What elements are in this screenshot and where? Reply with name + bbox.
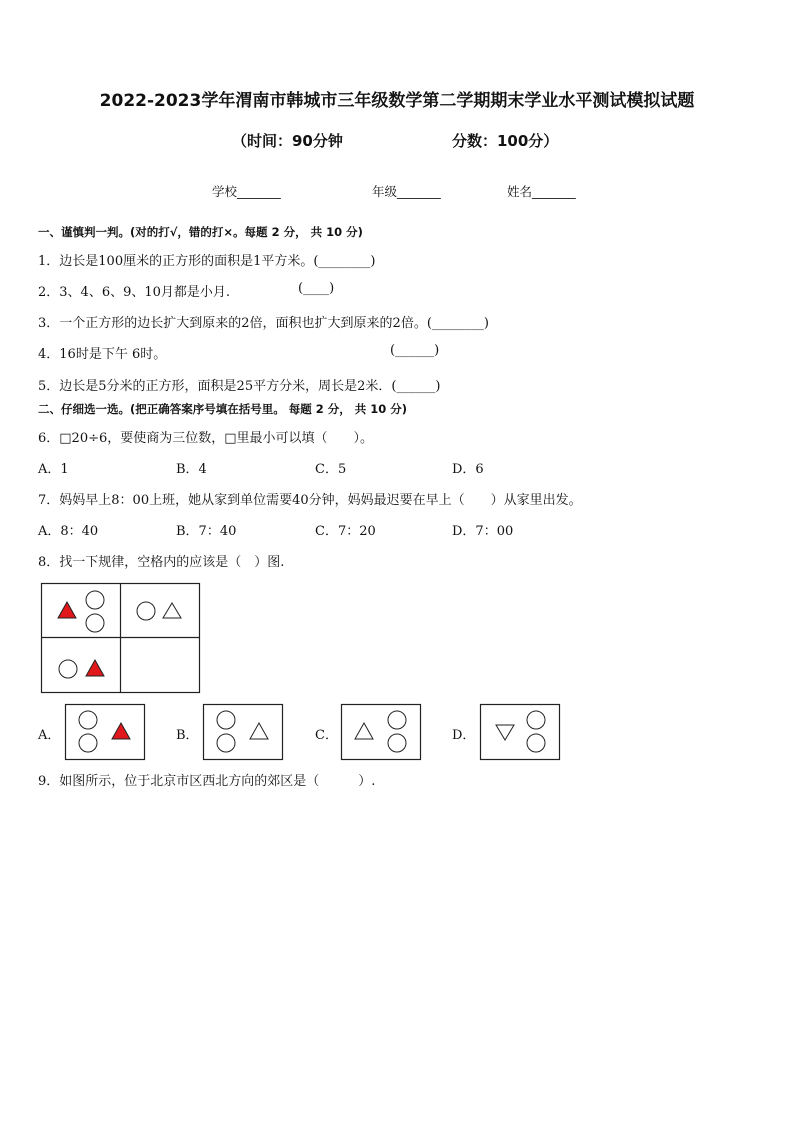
q7-option-d: D．7：00 [452, 524, 514, 539]
name-field: 姓名_______ [507, 184, 576, 199]
question-7: 7．妈妈早上8：00上班，她从家到单位需要40分钟，妈妈最迟要在早上（ ）从家里出发。 [38, 493, 582, 508]
circle-icon [388, 711, 406, 729]
circle-icon [86, 614, 104, 632]
circle-icon [79, 711, 97, 729]
q7-option-b: B．7：40 [176, 524, 237, 539]
q6-option-a: A．1 [38, 462, 69, 477]
question-4-blank: (______) [390, 343, 440, 358]
circle-icon [137, 602, 155, 620]
question-5: 5．边长是5分米的正方形，面积是25平方分米，周长是2米．(______) [38, 379, 441, 394]
question-2-blank: (____) [298, 281, 335, 296]
red-triangle-icon [112, 723, 130, 739]
q8-option-c-label: C． [315, 728, 338, 743]
q6-option-b: B．4 [176, 462, 207, 477]
circle-icon [527, 711, 545, 729]
triangle-icon [163, 603, 181, 618]
q8-option-a-figure [65, 704, 145, 760]
question-8: 8．找一下规律，空格内的应该是（ ）图. [38, 555, 285, 570]
triangle-icon [250, 723, 268, 739]
q8-option-d-label: D． [452, 728, 476, 743]
question-6: 6．□20÷6，要使商为三位数，□里最小可以填（ ）。 [38, 431, 374, 446]
question-9: 9．如图所示，位于北京市区西北方向的郊区是（ ）. [38, 774, 376, 789]
circle-icon [388, 734, 406, 752]
q7-option-c: C．7：20 [315, 524, 376, 539]
grade-field: 年级_______ [372, 184, 441, 199]
page-title: 2022-2023学年渭南市韩城市三年级数学第二学期期末学业水平测试模拟试题 [99, 91, 695, 111]
q6-option-c: C．5 [315, 462, 347, 477]
question-2: 2．3、4、6、9、10月都是小月. [38, 285, 231, 300]
circle-icon [79, 734, 97, 752]
question-4: 4．16时是下午 6时。 [38, 347, 167, 362]
q8-option-b-figure [203, 704, 283, 760]
exam-time: （时间：90分钟 [232, 132, 343, 150]
section2-heading: 二、仔细选一选。(把正确答案序号填在括号里。 每题 2 分， 共 10 分) [38, 402, 408, 416]
inverted-triangle-icon [496, 725, 514, 740]
red-triangle-icon [58, 602, 76, 618]
q6-option-d: D．6 [452, 462, 484, 477]
circle-icon [59, 660, 77, 678]
q8-option-c-figure [341, 704, 421, 760]
triangle-icon [355, 723, 373, 739]
circle-icon [86, 591, 104, 609]
circle-icon [217, 734, 235, 752]
circle-icon [217, 711, 235, 729]
school-field: 学校_______ [212, 184, 281, 199]
q7-option-a: A．8：40 [38, 524, 99, 539]
red-triangle-icon [86, 660, 104, 676]
q8-option-a-label: A． [38, 728, 61, 743]
question-3: 3．一个正方形的边长扩大到原来的2倍，面积也扩大到原来的2倍。(________) [38, 316, 489, 331]
q8-pattern-grid [41, 583, 201, 693]
section1-heading: 一、谨慎判一判。(对的打√，错的打×。每题 2 分， 共 10 分) [38, 225, 363, 239]
question-1: 1．边长是100厘米的正方形的面积是1平方米。(________) [38, 254, 376, 269]
q8-option-d-figure [480, 704, 560, 760]
exam-score: 分数：100分） [452, 132, 559, 150]
q8-option-b-label: B． [176, 728, 199, 743]
circle-icon [527, 734, 545, 752]
